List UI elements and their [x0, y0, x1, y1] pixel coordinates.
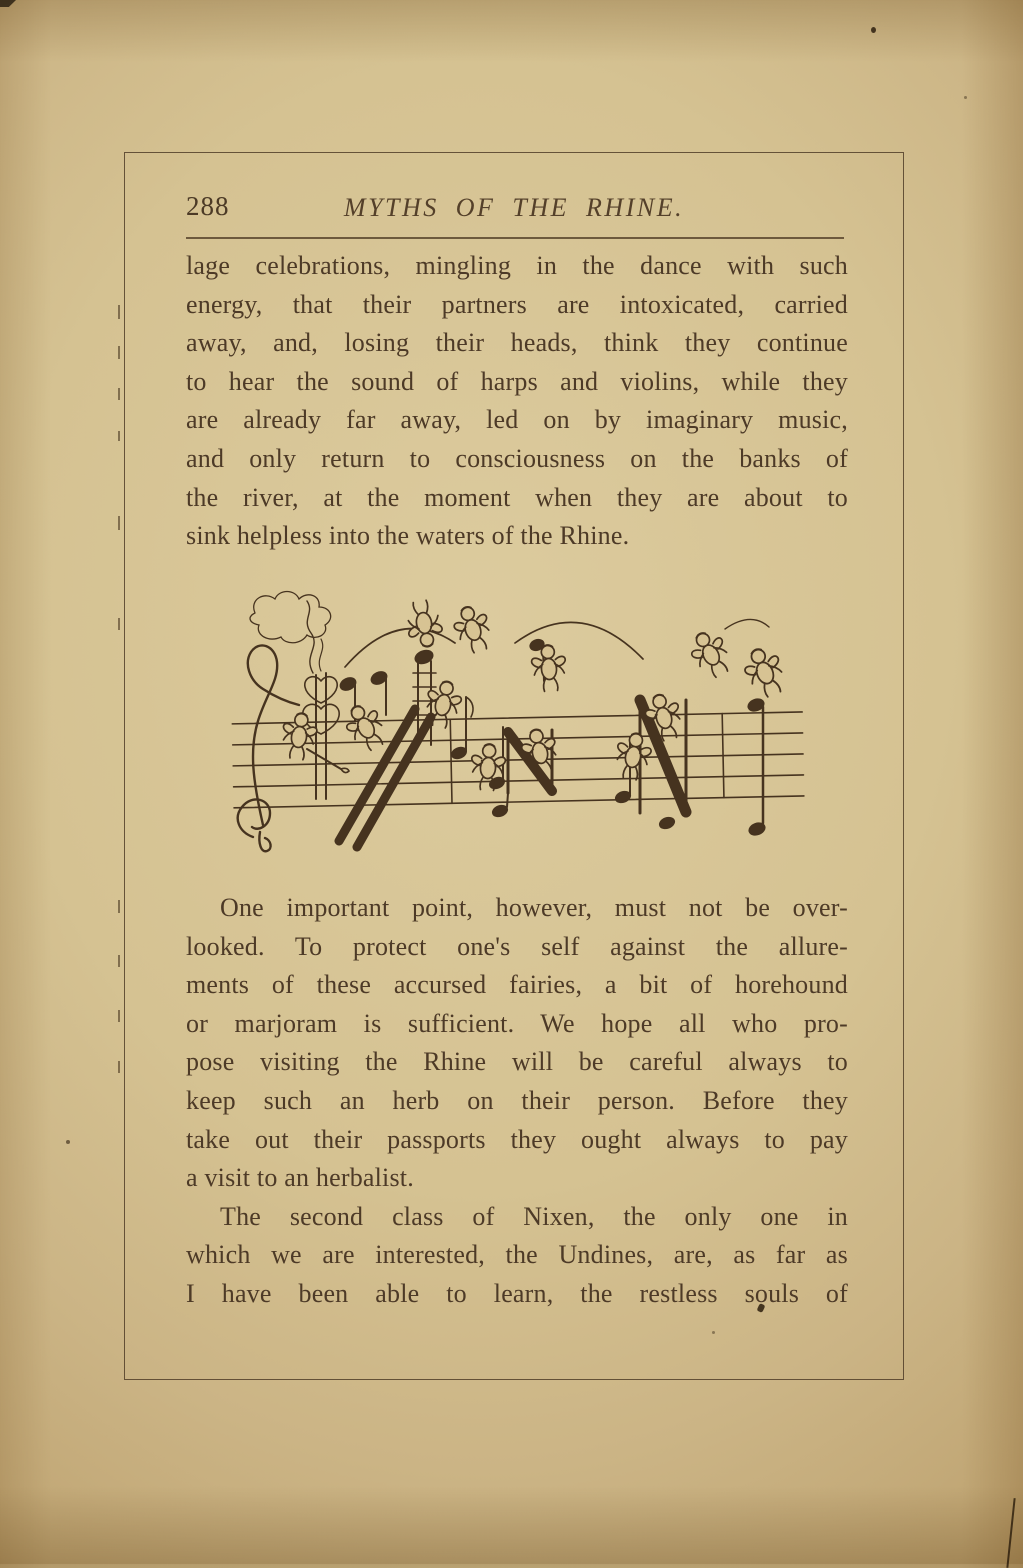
body-text-upper: [186, 247, 848, 556]
text-line: lage celebrations, mingling in the dance with such: [186, 251, 848, 280]
paragraph: [186, 889, 848, 1198]
running-header: MYTHS OF THE RHINE.: [343, 193, 685, 222]
text-line: looked. To protect one's self against the allure-: [186, 931, 848, 961]
text-line: a visit to an herbalist.: [186, 1163, 414, 1193]
text-line: One important point, however, must not be over-: [220, 893, 848, 922]
text-line: are already far away, led on by imaginary music,: [186, 405, 848, 435]
header-rule: [186, 237, 844, 239]
scan-tick: [118, 618, 120, 630]
scan-tick: [118, 1010, 120, 1022]
text-line: to hear the sound of harps and violins, while they: [186, 366, 848, 396]
scan-speck: [964, 96, 967, 99]
text-line: I have been able to learn, the restless souls of: [186, 1278, 848, 1308]
paragraph: [186, 247, 848, 556]
scan-tick: [118, 431, 120, 441]
text-line: or marjoram is sufficient. We hope all who pro-: [186, 1008, 848, 1038]
text-line: energy, that their partners are intoxicated, carried: [186, 289, 848, 319]
text-line: which we are interested, the Undines, are, as far as: [186, 1240, 848, 1270]
scan-tick: [118, 955, 120, 967]
scan-corner-mark: [0, 0, 16, 7]
text-line: pose visiting the Rhine will be careful always to: [186, 1047, 848, 1077]
scan-speck: [66, 1140, 70, 1144]
scan-tick: [118, 900, 120, 913]
scan-crack: [1006, 1498, 1015, 1568]
scan-tick: [118, 346, 120, 359]
body-text-lower: [186, 889, 848, 1314]
scan-tick: [118, 305, 120, 319]
paragraph: [186, 1198, 848, 1314]
illustration-putti-music-staff: [203, 585, 823, 875]
page-frame: [124, 152, 904, 1380]
text-line: away, and, losing their heads, think they continue: [186, 328, 848, 358]
page-number: 288: [186, 191, 230, 221]
text-line: and only return to consciousness on the banks of: [186, 443, 848, 473]
scan-tick: [118, 388, 120, 400]
scan-tick: [118, 1061, 120, 1073]
text-line: ments of these accursed fairies, a bit of horehound: [186, 970, 848, 1000]
scan-tick: [118, 516, 120, 530]
text-line: take out their passports they ought always to pay: [186, 1124, 848, 1154]
text-line: The second class of Nixen, the only one in: [220, 1201, 848, 1231]
scan-speck: [871, 27, 876, 33]
text-line: the river, at the moment when they are about to: [186, 482, 848, 512]
text-line: sink helpless into the waters of the Rhine.: [186, 521, 630, 551]
text-line: keep such an herb on their person. Before they: [186, 1085, 848, 1115]
